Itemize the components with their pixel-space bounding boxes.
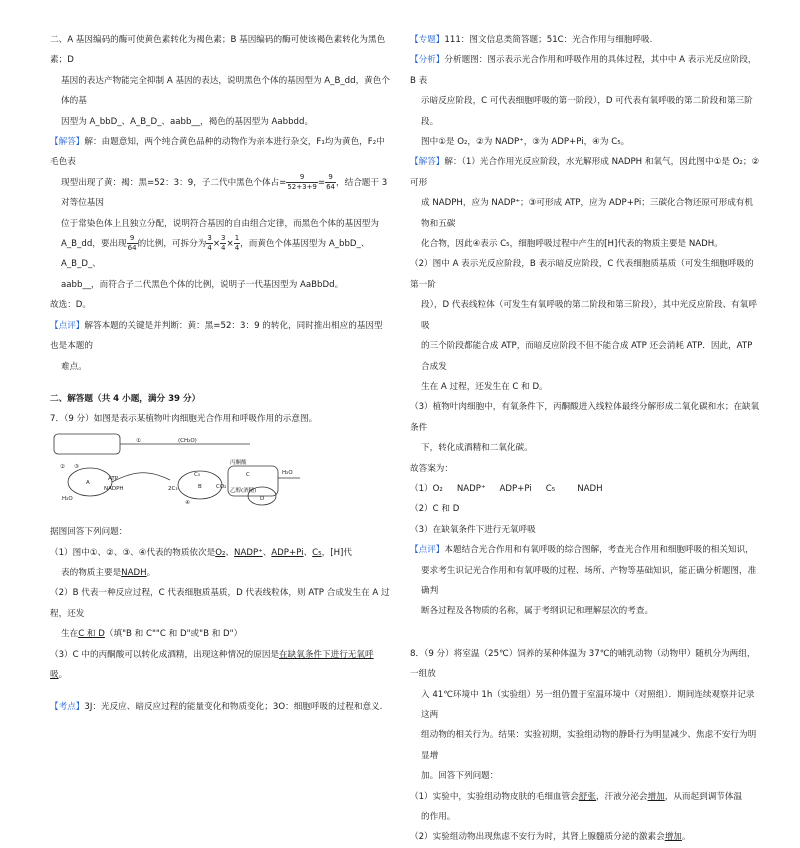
fraction-bottom: 64 [326,182,336,191]
answer-prefix: （1） [410,483,433,494]
answer-line: 故选：D。 [50,300,91,311]
q-text: （1）图中①、②、③、④代表的物质依次是 [50,547,216,558]
dianping-tag: 【点评】 [50,320,85,331]
jieda-line: aabb__，而符合子二代黑色个体的比例，说明子一代基因型为 AaBbDd。 [61,279,344,290]
answer-blank: O₂ [215,547,226,558]
question-8-part1-cont: 的作用。 [421,812,456,823]
answer-item: C₅ [545,483,556,494]
left-column [50,30,390,718]
jieda-line: 成 NADPH，应为 NADP⁺；③可形成 ATP，应为 ADP+Pi；三碳化合物还原可形成有机物和五碳 [421,198,753,229]
answer-blank: C 和 D [78,629,105,640]
answer-item: O₂ [432,483,443,494]
answer-blank: NADP⁺ [234,547,263,558]
fraction-bottom: 4 [221,244,226,253]
dianping-tag: 【点评】 [410,545,445,556]
chloroplast-outline [54,434,120,454]
jieda-line: 生在 A 过程，还发生在 C 和 D。 [421,381,548,392]
jieda-text: 的比例，可拆分为 [137,239,207,250]
question-7-part1: （1）图中①、②、③、④代表的物质依次是O₂、NADP⁺、ADP+Pi、C₅，[H]代 [50,547,352,558]
fenxi-line [410,50,760,91]
jieda-line: 位于常染色体上且独立分配，说明符合基因的自由组合定律，而黑色个体的基因型为 [61,218,379,229]
diagram-label-2: ② [60,463,65,470]
dianping-text: 解答本题的关键是并判断：黄：黑=52：3：9 的转化，同时推出相应的基因型也是本题的 [50,320,383,352]
jieda-tag: 【解答】 [50,137,85,148]
q-text: （2）实验组动物出现焦虑不安行为时，其肾上腺髓质分泌的激素会 [410,832,665,843]
diagram-label-b: B [198,483,202,490]
question-7-part2: （2）B 代表一种反应过程，C 代表细胞质基质，D 代表线粒体，则 ATP 合成发生在 A 过程，还发 [50,588,390,619]
q-text: ，汗液分泌会 [595,791,648,802]
fraction-top: 9 [325,173,336,183]
q-text: 。 [146,567,156,578]
spacer [50,377,390,389]
fenxi-tag: 【分析】 [410,55,445,66]
jieda-line: 化合物，因此④表示 C₅，细胞呼吸过程中产生的[H]代表的物质主要是 NADH。 [421,239,723,250]
answer-blank: 增加 [647,791,665,802]
para1-line: 因型为 A_bbD_、A_B_D_、aabb__，褐色的基因型为 Aabbdd。 [61,116,314,127]
q-text: （3）C 中的丙酮酸可以转化成酒精，出现这种情况的原因是 [50,649,280,660]
answer-blank: C₅ [312,547,322,558]
question-8-stem: 组动物的相关行为。结果：实验初期，实验组动物的静卧行为明显减少、焦虑不安行为明显增 [421,730,757,761]
diagram-label-a: A [86,479,90,486]
dianping-line [410,540,760,560]
arrow-path [112,472,170,481]
diagram-label-h2o: H₂O [282,469,293,476]
spacer [50,685,390,697]
photosynthesis-respiration-diagram [50,430,310,508]
jieda-line [50,132,390,173]
question-7-stem: 7．（9 分）如图是表示某植物叶肉细胞光合作用和呼吸作用的示意图。 [50,414,318,425]
jieda-line: （3）植物叶肉细胞中，有氧条件下，丙酮酸进入线粒体最终分解形成二氧化碳和水；在缺氧条件 [410,402,760,433]
diagram-label-pyruvate: 丙酮酸 [230,459,247,466]
fraction-top: 3 [221,234,226,243]
diagram-label-ch2o: (CH₂O) [178,437,197,444]
question-8-part2 [410,827,760,847]
diagram-label-h2o: H₂O [62,495,73,502]
times-sign: × [226,239,234,250]
fraction [127,234,138,253]
diagram-label-c5: C₅ [194,471,201,478]
jieda-text: 解：由题意知，两个纯合黄色品种的动物作为亲本进行杂交，F₁均为黄色，F₂中毛色表 [50,137,385,168]
fenxi-line: 图中①是 O₂，②为 NADP⁺，③为 ADP+Pi，④为 C₅。 [421,137,630,148]
fraction-top: 9 [127,234,138,244]
answer-blank: 舒张 [578,791,596,802]
equals: = [317,177,326,188]
q-text: 。 [681,832,691,843]
jieda-line: 的三个阶段都能合成 ATP，而暗反应阶段不但不能合成 ATP 还会消耗 ATP．因此，ATP 合成发 [421,341,753,372]
jieda-line [410,152,760,193]
jieda-line-fraction [50,173,390,214]
question-7-part2-cont [50,624,390,644]
fraction-bottom: 52+3+9 [287,182,317,191]
jieda-text: 解：（1）光合作用光反应阶段，水光解形成 NADPH 和氧气，因此图中①是 O₂；②可形 [410,157,760,188]
dianping-line: 要求考生识记光合作用和有氧呼吸的过程、场所、产物等基础知识，能正确分析题图，准确判 [421,565,757,596]
jieda-line-fraction [50,234,390,275]
fraction [325,173,336,192]
fenxi-line: 示暗反应阶段，C 可代表细胞呼吸的第一阶段），D 可代表有氧呼吸的第二阶段和第三阶段。 [421,96,753,127]
question-7-part3 [50,645,390,686]
question-7-part1-cont [50,563,390,583]
jieda-tag: 【解答】 [410,157,445,168]
para1-line: 二、A 基因编码的酶可使黄色素转化为褐色素；B 基因编码的酶可使该褐色素转化为黑色素；D [50,35,386,66]
jieda-line: （2）图中 A 表示光反应阶段，B 表示暗反应阶段，C 代表细胞质基质（可发生细胞呼吸的第一阶 [410,259,754,290]
para1-line: 基因的表达产物能完全抑制 A 基因的表达，说明黑色个体的基因型为 A_B_dd，黄色个体的基 [61,75,390,107]
dianping-text: 本题结合光合作用和有氧呼吸的综合图解，考查光合作用和细胞呼吸的相关知识， [444,545,754,556]
answer-item: ADP+Pi [499,483,532,494]
kaodian-tag: 【考点】 [50,702,85,713]
jieda-line: 下，转化成酒精和二氧化碳。 [421,443,533,454]
q-text: （填"B 和 C""C 和 D"或"B 和 D"） [104,629,243,640]
jieda-text: 现型出现了黄：褐：黑=52：3：9，子二代中黑色个体占= [61,177,287,188]
diagram-label-d: D [260,495,265,502]
times-sign: × [212,239,221,250]
question-8-stem: 入 41℃环境中 1h（实验组）另一组仍置于室温环境中（对照组）．期间连续观察并记录这两 [421,689,755,720]
kaodian-text: 3J：光反应、暗反应过程的能量变化和物质变化；3O：细胞呼吸的过程和意义. [84,702,383,713]
answer-blank: 增加 [664,832,682,843]
question-7-prompt: 据图回答下列问题： [50,527,128,538]
answer-title: 故答案为： [410,463,453,474]
answer-blank: ADP+Pi [271,547,304,558]
spacer [410,622,760,644]
question-8-stem: 8．（9 分）将室温（25℃）饲养的某种体温为 37℃的哺乳动物（动物甲）随机分为两组，一组放 [410,648,756,680]
fenxi-text: 分析题图：图示表示光合作用和呼吸作用的具体过程，其中中 A 表示光反应阶段，B 表 [410,55,757,86]
diagram-label-atp: ATP [108,475,119,482]
answer-blank: NADH [121,567,147,578]
question-8-stem: 加。回答下列问题： [421,771,499,782]
answer-item: NADP⁺ [456,483,486,494]
jieda-text: A_B_dd，要出现 [61,239,127,250]
q-text: 生在 [61,629,79,640]
q-text: ，从而起到调节体温 [664,791,743,802]
fraction-top: 9 [286,173,318,183]
zhuanti-text: 111：图文信息类简答题；51C：光合作用与细胞呼吸. [444,35,653,45]
q-text: （1）实验中，实验组动物皮肤的毛细血管会 [410,791,579,802]
diagram-label-c3: 2C₃ [168,485,178,492]
zhuanti-tag: 【专题】 [410,35,445,45]
diagram-label-co2: CO₂ [216,483,227,490]
answer-blank: 在缺氧条件下进行无氧呼吸 [50,649,374,680]
q-text: 表的物质主要是 [61,567,122,578]
fraction-bottom: 64 [127,244,137,253]
dianping-line [50,316,390,357]
fraction-top: 1 [234,234,240,243]
dianping-line: 难点。 [61,361,87,372]
fraction-bottom: 4 [207,244,212,253]
question-8-part1 [410,787,760,807]
fraction-bottom: 4 [234,244,240,253]
diagram-label-nadph: NADPH [104,485,124,492]
diagram-label-ethanol: 乙醇(酒精) [230,487,257,494]
jieda-line: 段），D 代表线粒体（可发生有氧呼吸的第二阶段和第三阶段），其中光反应阶段、有氧呼吸 [421,300,757,331]
q-text: 。 [58,669,68,680]
answer-1 [410,479,760,499]
zhuanti-line [410,30,760,50]
kaodian-line [50,697,390,717]
diagram-label-3: ③ [74,463,79,470]
diagram-label-1: ① [136,437,141,444]
diagram-label-4: ④ [185,499,190,506]
answer-2: （2）C 和 D [410,504,460,515]
answer-3: （3）在缺氧条件下进行无氧呼吸 [410,524,536,535]
dianping-line: 断各过程及各物质的名称，属于考纲识记和理解层次的考查。 [421,606,654,617]
fraction-top: 3 [207,234,212,243]
right-column [410,30,760,848]
q-text: ，[H]代 [321,547,352,558]
jieda-text: ，结合题干 3 对等位基因 [61,177,388,209]
answer-item: NADH [577,483,603,494]
section-title: 二、解答题（共 4 小题，满分 39 分） [50,393,201,404]
fraction [286,173,318,192]
jieda-text: ，而黄色个体基因型为 A_bbD_、A_B_D_、 [61,239,370,270]
diagram-label-c: C [246,471,250,478]
